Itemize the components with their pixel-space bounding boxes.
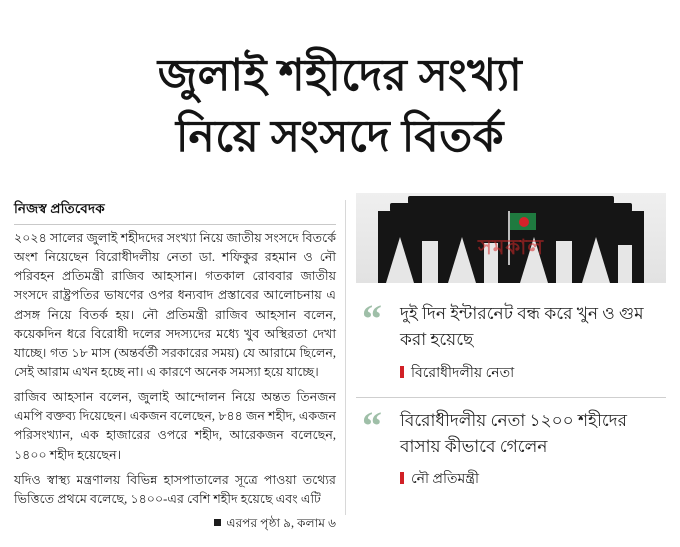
article-paragraph: ২০২৪ সালের জুলাই শহীদদের সংখ্যা নিয়ে জাতীয় সংসদে বিতর্কে অংশ নিয়েছেন বিরোধীদলীয় নেতা ডা. শফিকুর রহমান ও নৌ পরিবহন প্রতিমন্ত্রী রাজিব আহসান। গতকাল রোববার জাতীয় সংসদে রাষ্ট্রপতির ভাষণের ওপর ধন্যবাদ প্রস্তাবের আলোচনায় এ প্রসঙ্গ নিয়ে বিতর্ক হয়। নৌ প্রতিমন্ত্রী রাজিব আহসান বলেন, কয়েকদিন ধরে বিরোধী দলের সদস্যদের মধ্যে খুব অস্থিরতা দেখা যাচ্ছে। গত ১৮ মাস (অন্তর্বর্তী সরকারের সময়) যে আরামে ছিলেন, সেই আরাম এখন হচ্ছে না। এ কারণে অনেক সমস্যা হয়ে যাচ্ছে। xyxy=(14,231,336,379)
quote-card xyxy=(356,400,666,502)
parliament-building-illustration xyxy=(356,193,666,283)
continuation-note xyxy=(14,515,336,535)
headline-line-1: জুলাই শহীদের সংখ্যা xyxy=(157,51,523,100)
headline-line-2: নিয়ে সংসদে বিতর্ক xyxy=(175,111,505,161)
article-text-column xyxy=(14,198,336,547)
quote-divider xyxy=(356,397,666,398)
quote-card xyxy=(356,293,666,395)
quote-text: বিরোধীদলীয় নেতা ১২০০ শহীদের বাসায় কীভাবে গেলেন xyxy=(400,410,627,457)
continuation-label: এরপর পৃষ্ঠা ৯, কলাম ৬ xyxy=(226,515,336,530)
arch-cutout xyxy=(582,237,610,283)
article-body xyxy=(0,198,680,530)
byline-rule xyxy=(14,224,336,225)
bangladesh-flag-icon xyxy=(510,213,536,230)
watermark-text: সমকাল xyxy=(478,235,544,259)
article-paragraph: রাজিব আহসান বলেন, জুলাই আন্দোলন নিয়ে অন্তত তিনজন এমপি বক্তব্য দিয়েছেন। একজন বলেছেন, ৮৪৪ জন শহীদ, একজন পরিসংখ্যান, এক হাজারের ওপরে শহীদ, আরেকজন বলেছেন, ১৪০০ শহীদ হয়েছেন। xyxy=(14,390,336,462)
article-paragraph: যদিও স্বাস্থ্য মন্ত্রণালয় বিভিন্ন হাসপাতালের সূত্রে পাওয়া তথ্যের ভিত্তিতে প্রথমে বলেছে, ১৪০০-এর বেশি শহীদ হয়েছে এবং এটি xyxy=(14,472,336,506)
quote-attribution xyxy=(400,467,662,491)
quote-list xyxy=(356,293,666,501)
article-side-column xyxy=(356,193,666,501)
quote-text: দুই দিন ইন্টারনেট বন্ধ করে খুন ও গুম করা হয়েছে xyxy=(400,304,644,350)
page-title xyxy=(0,46,680,167)
red-marker-icon xyxy=(400,366,404,378)
arch-cutout xyxy=(422,241,438,283)
quote-attribution xyxy=(400,361,662,385)
arch-cutout xyxy=(448,237,476,283)
arch-cutout xyxy=(386,237,414,283)
square-bullet-icon xyxy=(214,519,221,526)
arch-cutout xyxy=(556,241,572,283)
arch-cutout xyxy=(520,237,548,283)
red-marker-icon xyxy=(400,472,404,484)
byline: নিজস্ব প্রতিবেদক xyxy=(14,201,105,216)
roof-slab-upper xyxy=(408,196,614,204)
quote-attribution-label: বিরোধীদলীয় নেতা xyxy=(411,365,515,381)
quote-attribution-label: নৌ প্রতিমন্ত্রী xyxy=(411,472,480,488)
quote-mark-icon: “ xyxy=(362,402,382,448)
arch-cutout xyxy=(618,245,632,283)
arch-cutout xyxy=(484,243,498,283)
quote-mark-icon: “ xyxy=(362,296,382,341)
roof-slab-lower xyxy=(390,203,632,212)
